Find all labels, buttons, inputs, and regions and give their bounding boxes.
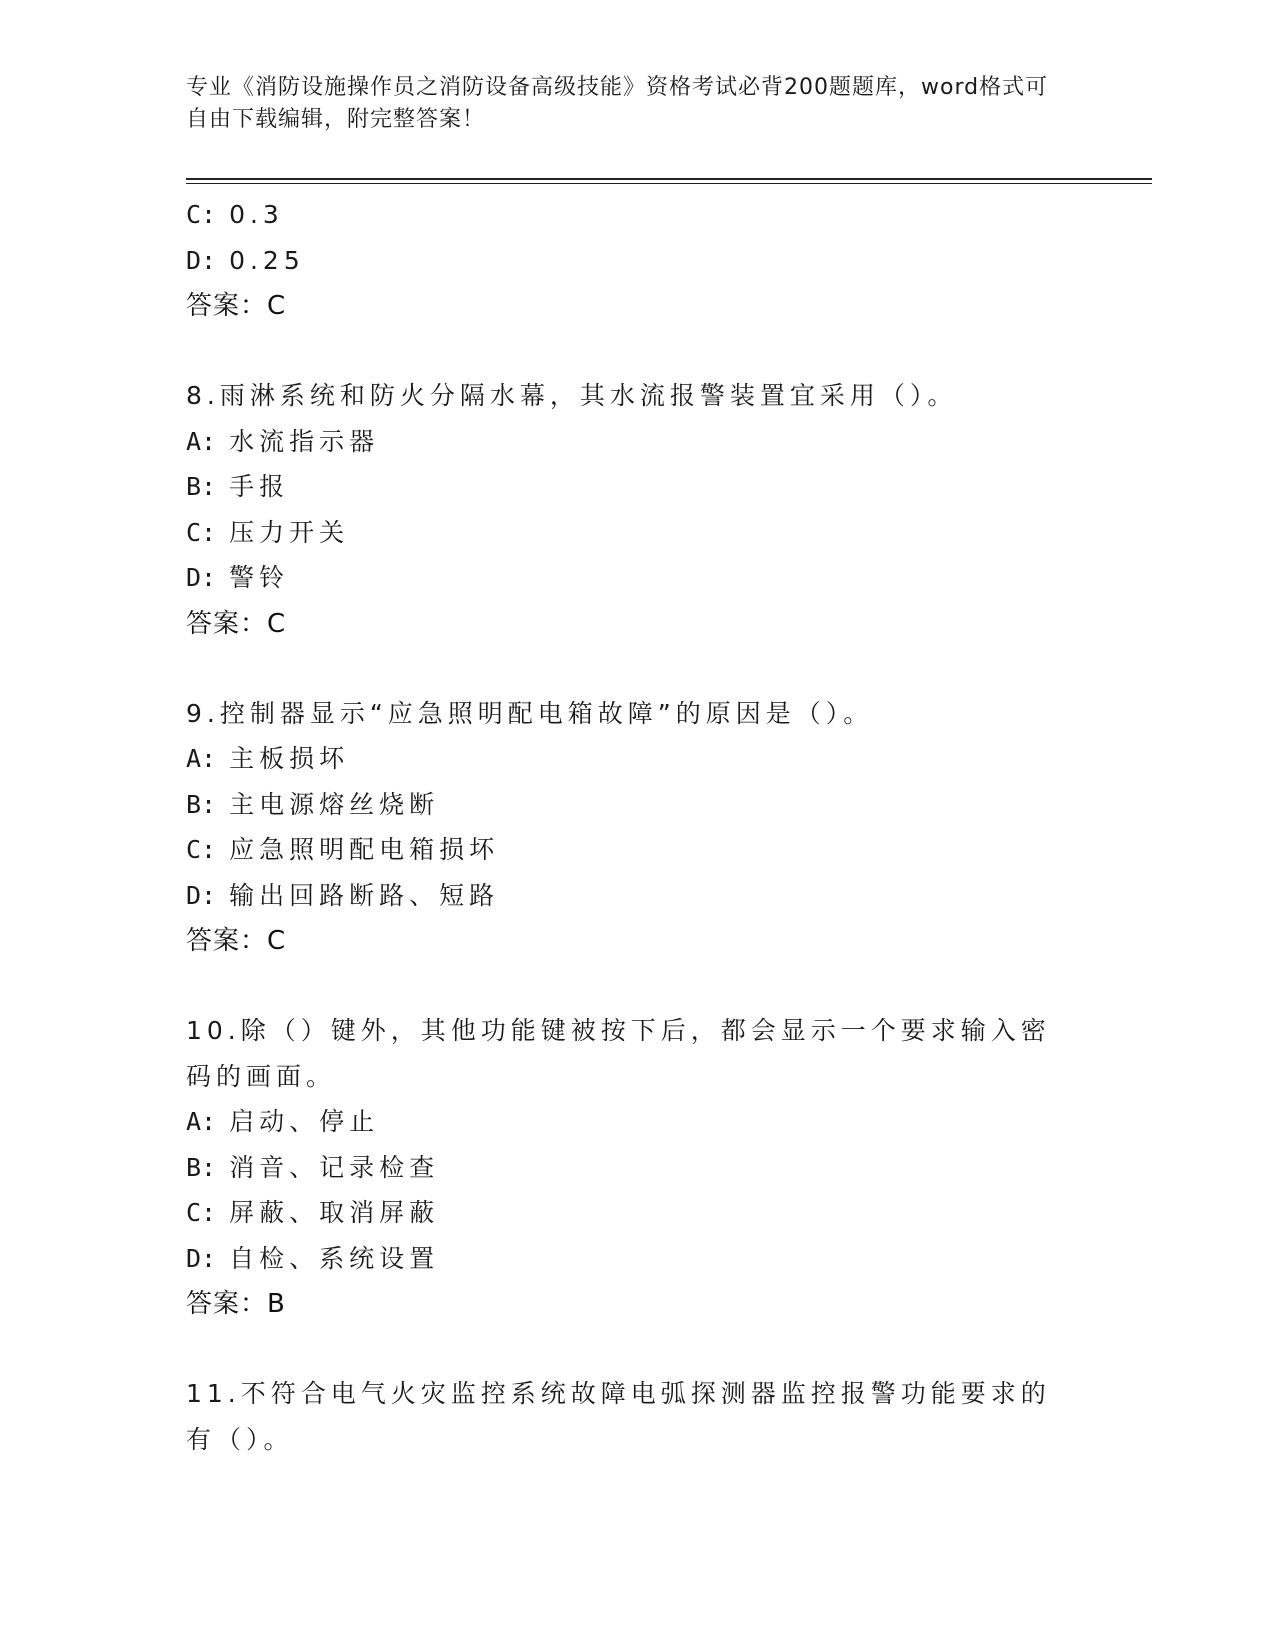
option-c: C: 压力开关: [186, 517, 350, 547]
document-header: 专业《消防设施操作员之消防设备高级技能》资格考试必背200题题库，word格式可自由下载编辑，附完整答案！: [186, 75, 1049, 132]
prev-question-block: [186, 192, 1086, 329]
option-d: D: 自检、系统设置: [186, 1243, 440, 1273]
header-divider-thick: [186, 178, 1152, 180]
question-block: [186, 691, 1086, 965]
option-a: A: 主板损坏: [186, 744, 350, 773]
option-c: C: 应急照明配电箱损坏: [186, 835, 500, 864]
question-stem: 9.控制器显示“应急照明配电箱故障”的原因是（）。: [186, 698, 874, 728]
question-stem: 11.不符合电气火灾监控系统故障电弧探测器监控报警功能要求的有（）。: [186, 1379, 1051, 1454]
option-a: A: 启动、停止: [186, 1107, 380, 1136]
question-block: [186, 1371, 1086, 1462]
option-b: B: 消音、记录检查: [186, 1152, 440, 1182]
question-list: [186, 192, 1086, 1462]
header-divider-thin: [186, 183, 1152, 184]
answer-line: 答案：C: [186, 926, 287, 956]
question-stem: 8.雨淋系统和防火分隔水幕，其水流报警装置宜采用（）。: [186, 381, 958, 410]
option-b: B: 手报: [186, 472, 290, 501]
option-b: B: 主电源熔丝烧断: [186, 789, 440, 819]
option-d: D: 警铃: [186, 563, 290, 592]
question-block: [186, 373, 1086, 647]
answer-line: 答案：B: [186, 1289, 286, 1319]
option-a: A: 水流指示器: [186, 426, 380, 456]
option-d: D: 输出回路断路、短路: [186, 880, 500, 910]
option-d: D: 0.25: [186, 245, 305, 275]
answer-line: 答案：C: [186, 291, 287, 321]
question-block: [186, 1008, 1086, 1327]
option-c: C: 屏蔽、取消屏蔽: [186, 1198, 440, 1227]
option-c: C: 0.3: [186, 200, 284, 229]
answer-line: 答案：C: [186, 608, 287, 639]
question-stem: 10.除（）键外，其他功能键被按下后，都会显示一个要求输入密码的画面。: [186, 1016, 1051, 1091]
